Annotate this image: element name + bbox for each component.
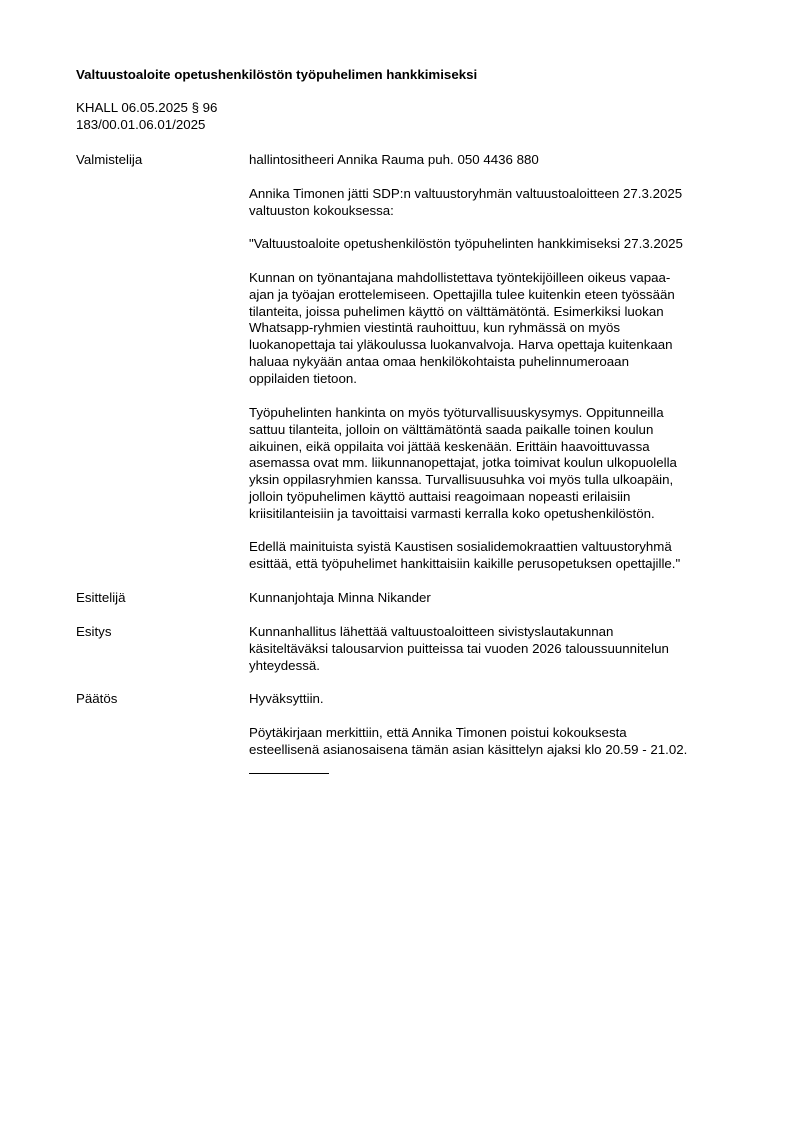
esitys-label: Esitys: [76, 624, 112, 639]
presenter-text: Kunnanjohtaja Minna Nikander: [249, 590, 431, 605]
paragraph-line: tilanteita, joissa puhelimen käyttö on välttämätöntä. Esimerkiksi luokan: [249, 303, 664, 319]
paragraph-line: sattuu tilanteita, jolloin on välttämätöntä saada paikalle toinen koulun: [249, 421, 654, 437]
case-number: 183/00.01.06.01/2025: [76, 116, 206, 132]
paragraph-line: ajan ja työajan erottelemiseen. Opettajilla tulee kuitenkin eteen työssään: [249, 286, 675, 302]
note-line: esteellisenä asianosaisena tämän asian käsittelyn ajaksi klo 20.59 - 21.02.: [249, 741, 688, 757]
paragraph-line: oppilaiden tietoon.: [249, 370, 357, 386]
valmistelija-preparer: [249, 152, 739, 169]
esitys-body: [249, 624, 739, 674]
paatos-label: Päätös: [76, 691, 118, 706]
esittelija-label: Esittelijä: [76, 590, 126, 605]
paragraph-line: jolloin työpuhelimen käyttö auttaisi reagoimaan nopeasti erilaisiin: [249, 488, 631, 504]
paragraph-3: [249, 539, 739, 573]
paragraph-line: Whatsapp-ryhmien viestintä rauhoittuu, kun ryhmässä on myös: [249, 320, 621, 336]
paragraph-1: [249, 270, 739, 388]
paatos-decision: [249, 691, 739, 708]
paragraph-line: aikuinen, eikä oppilaita voi jättää keskenään. Erittäin haavoittuvassa: [249, 438, 650, 454]
valmistelija-label: Valmistelija: [76, 152, 143, 167]
paragraph-line: haluaa nykyään antaa omaa henkilökohtaista puhelinnumeroaan: [249, 353, 629, 369]
intro-paragraph: [249, 186, 739, 220]
paragraph-line: luokanopettaja tai yläkoulussa luokanvalvoja. Harva opettaja kuitenkaan: [249, 337, 673, 353]
quote-title: "Valtuustoaloite opetushenkilöstön työpuhelinten hankkimiseksi 27.3.2025: [249, 236, 683, 251]
intro-line: valtuuston kokouksessa:: [249, 202, 394, 218]
document-title: Valtuustoaloite opetushenkilöstön työpuhelimen hankkimiseksi: [76, 67, 478, 82]
esittelija-body: [249, 590, 739, 607]
paragraph-2: [249, 405, 739, 523]
paragraph-line: Kunnan on työnantajana mahdollistettava työntekijöilleen oikeus vapaa-: [249, 270, 671, 285]
paragraph-line: esittää, että työpuhelimet hankittaisiin kaikille perusopetuksen opettajille.": [249, 555, 681, 571]
note-line: Pöytäkirjaan merkittiin, että Annika Timonen poistui kokouksesta: [249, 725, 627, 740]
decision-text: Hyväksyttiin.: [249, 691, 324, 706]
proposal-line: käsiteltäväksi talousarvion puitteissa tai vuoden 2026 taloussuunnitelun: [249, 640, 669, 656]
paatos-note: [249, 725, 739, 759]
paragraph-line: asemassa ovat mm. liikunnanopettajat, jotka toimivat koulun ulkopuolella: [249, 455, 677, 471]
reference-block: [76, 100, 217, 134]
paragraph-line: Työpuhelinten hankinta on myös työturvallisuuskysymys. Oppitunneilla: [249, 405, 664, 420]
proposal-line: Kunnanhallitus lähettää valtuustoaloitteen sivistyslautakunnan: [249, 624, 614, 639]
meeting-reference: KHALL 06.05.2025 § 96: [76, 100, 218, 115]
paragraph-line: kriisitilanteisiin ja tavoittaisi varmasti kerralla koko opetushenkilöstön.: [249, 505, 655, 521]
preparer-text: hallintositheeri Annika Rauma puh. 050 4436 880: [249, 152, 539, 167]
end-rule: [249, 773, 329, 774]
intro-line: Annika Timonen jätti SDP:n valtuustoryhmän valtuustoaloitteen 27.3.2025: [249, 186, 683, 201]
paragraph-line: yksin oppilasryhmien kanssa. Turvallisuusuhka voi myös tulla ulkoapäin,: [249, 472, 674, 488]
quote-title-paragraph: [249, 236, 739, 253]
paragraph-line: Edellä mainituista syistä Kaustisen sosialidemokraattien valtuustoryhmä: [249, 539, 672, 554]
proposal-line: yhteydessä.: [249, 657, 320, 673]
